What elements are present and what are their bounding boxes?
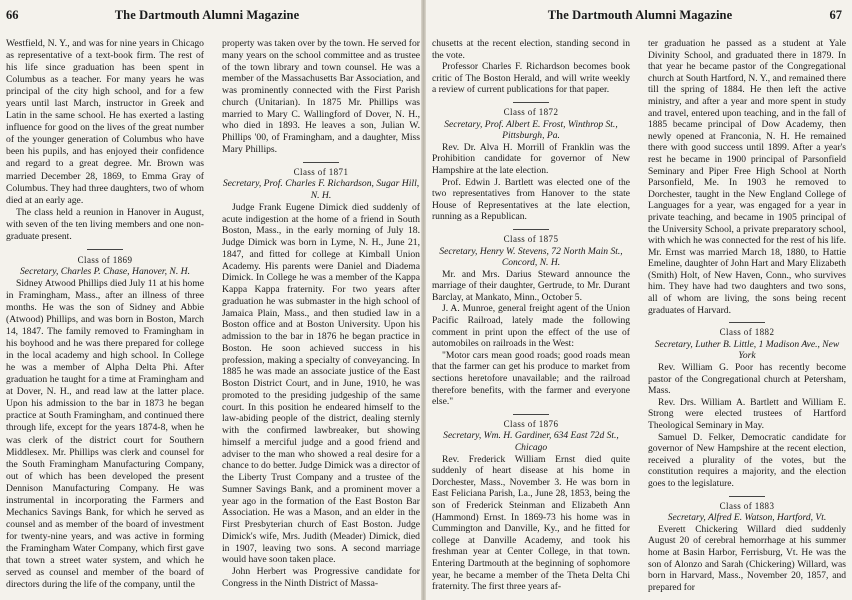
class-heading: Class of 1871 <box>222 162 420 179</box>
right-page <box>426 0 852 600</box>
paragraph: Rev. Drs. William A. Bartlett and William E. Strong were elected trustees of Hartford Theological Seminary in May. <box>648 396 846 431</box>
secretary-line: Secretary, Charles P. Chase, Hanover, N. H. <box>19 265 191 277</box>
paragraph: "Motor cars mean good roads; good roads mean that the farmer can get his produce to market from sections heretofore unavailable; and the railroad therefore benefits, with the farmer and everyone else." <box>432 349 630 408</box>
left-column-2 <box>222 38 420 590</box>
left-running-header <box>6 8 408 24</box>
paragraph: Sidney Atwood Phillips died July 11 at his home in Framingham, Mass., after an illness of three months. He was the son of Sidney and Abbie (Atwood) Phillips, and was born in Boston, March 14, 1847. The family removed to Framingham in his boyhood and he was there prepared for college in the local academy and high school. In College he was a member of Alpha Delta Phi. After graduation he taught for a time at Framingham and at Dover, N. H., and read law at the latter place. Upon his admission to the bar in 1873 he began practice at South Framingham, and continued there through life, except for the years 1874-8, when he was clerk of the district court for Southern Middlesex. Mr. Phillips was clerk and counsel for the South Framingham Manufacturing Company, out of which has been developed the present Dennison Manufacturing Company. He was instrumental in incorporating the Farmers and Mechanics Savings Bank, for which he served as counsel and as member of the board of investment for twenty-nine years, and was active in forming the Framingham Water Company, which first gave that town a street water system, and which he served as counsel and member of the board of directors during the life of the company, until the <box>6 277 204 591</box>
paragraph: Prof. Edwin J. Bartlett was elected one of the two representatives from Hanover to the state House of Representatives at the late election, running as a Republican. <box>432 176 630 223</box>
class-heading: Class of 1869 <box>6 249 204 266</box>
paragraph: John Herbert was Progressive candidate for Congress in the Ninth District of Massa- <box>222 566 420 589</box>
paragraph: chusetts at the recent election, standing second in the vote. <box>432 38 630 61</box>
paragraph: Samuel D. Felker, Democratic candidate for governor of New Hampshire at the recent election, received a plurality of the votes, but the constitution requires a majority, and the election goes to the legislature. <box>648 431 846 489</box>
left-magazine-title: The Dartmouth Alumni Magazine <box>114 8 300 22</box>
left-column-1 <box>6 38 204 591</box>
secretary-line: Secretary, Prof. Albert E. Frost, Winthrop St., Pittsburgh, Pa. <box>444 118 618 142</box>
secretary-line: Secretary, Luther B. Little, 1 Madison Ave., New York <box>654 338 840 362</box>
right-column-1 <box>432 38 630 593</box>
class-heading: Class of 1875 <box>432 229 630 246</box>
secretary-line: Secretary, Henry W. Stevens, 72 North Main St., Concord, N. H. <box>439 245 623 269</box>
paragraph: Rev. Frederick William Ernst died quite suddenly of heart disease at his home in Dorchester, Mass., November 3. He was born in East Feliciana Parish, La., June 28, 1853, being the son of Frederick Steinman and Elizabeth Ann (Hammond) Ernst. In 1869-73 his home was in Cummington and Danville, Ky., and he fitted for college at Danville Academy, and took his freshman year at Center College, in that town. Entering Dartmouth at the beginning of sophomore year, he became a member of the Theta Delta Chi fraternity. The first three years af- <box>432 453 630 593</box>
paragraph: Everett Chickering Willard died suddenly August 20 of cerebral hemorrhage at his summer home at Basin Harbor, Ferrisburg, Vt. He was the son of Alonzo and Sarah (Chickering) Willard, was born in Harvard, Mass., November 20, 1857, and prepared for <box>648 523 846 593</box>
paragraph: Judge Frank Eugene Dimick died suddenly of acute indigestion at the home of a friend in South Boston, Mass., in the early morning of July 18. Judge Dimick was born in Lyme, N. H., June 21, 1847, and fitted for college at Kimball Union Academy. His parents were Daniel and Diadema Dimick. In College he was a member of the Kappa Kappa Kappa fraternity. For two years after graduation he was submaster in the high school of Jamaica Plain, Mass., and then studied law in a Boston office and at Boston University. Upon his admission to the bar in 1876 he began practice in Boston. He soon achieved success in his profession, making a specialty of conveyancing. In 1885 he was made an associate justice of the East Boston District Court, and in June, 1910, he was promoted to the presiding judgeship of the same court. In this position he endeared himself to the law-abiding people of the district, dealing sternly with the confirmed lawbreaker, but showing himself a merciful judge and a good friend and adviser to the man who showed a real desire for a chance to do better. Judge Dimick was a director of the Liberty Trust Company and a trustee of the Sumner Savings Bank, and a prominent mover a year ago in the formation of the East Boston Bar Association. He was a Mason, and an elder in the First Presbyterian church of East Boston. Judge Dimick's wife, Mrs. Judith (Meader) Dimick, died in 1907, leaving two sons. A second marriage would have soon taken place. <box>222 201 420 566</box>
paragraph: The class held a reunion in Hanover in August, with seven of the ten living members and one non-graduate present. <box>6 206 204 242</box>
class-heading: Class of 1872 <box>432 102 630 119</box>
right-magazine-title: The Dartmouth Alumni Magazine <box>547 8 733 22</box>
class-heading: Class of 1883 <box>648 496 846 513</box>
paragraph: ter graduation he passed as a student at Yale Divinity School, and graduated there in 1879. In that year he became pastor of the Congregational church at South Hartford, N. Y., and remained there till the spring of 1884. He then left the active ministry, and after a year and more spent in study and travel, entered upon teaching, and in the fall of 1885 became principal of Dow Academy, then newly opened at Franconia, N. H. He remained there with good success until 1899. After a year's rest he became in 1900 principal of Parsonfield Seminary and Piper Free High School at North Parsonfield, Me. In 1903 he removed to Dorchester, taught in the New England College of Languages for a year, was engaged for a year in private teaching, and became in 1905 principal of the University School, a private preparatory school, with which he was connected for the rest of his life. Mr. Ernst was married March 18, 1880, to Hattie Emeline, daughter of John Hart and Mary Elizabeth (Smith) Holt, of New Haven, Conn., who survives him. They have had two daughters and two sons, all of whom are living, the sons being recent graduates of Harvard. <box>648 38 846 316</box>
right-page-number: 67 <box>829 8 842 22</box>
class-heading: Class of 1882 <box>648 322 846 339</box>
paragraph: property was taken over by the town. He served for many years on the school committee and as trustee of the town library and town counsel. He was a member of the Massachusetts Bar Association, and was prominently connected with the First Parish church (Unitarian). In 1875 Mr. Phillips was married to Mary C. Wallingford of Dover, N. H., who died in 1893. He leaves a son, Julian W. Phillips '00, of Framingham, and a daughter, Miss Mary Phillips. <box>222 38 420 155</box>
paragraph: J. A. Munroe, general freight agent of the Union Pacific Railroad, lately made the following comment in print upon the effect of the use of automobiles on railroads in the West: <box>432 303 630 350</box>
right-column-2 <box>648 38 846 593</box>
paragraph: Rev. Dr. Alva H. Morrill of Franklin was the Prohibition candidate for governor of New Hampshire at the late election. <box>432 141 630 176</box>
left-page-number: 66 <box>6 8 19 22</box>
secretary-line: Secretary, Wm. H. Gardiner, 634 East 72d St., Chicago <box>443 430 619 453</box>
paragraph: Rev. William G. Poor has recently become pastor of the Congregational church at Petersham, Mass. <box>648 362 846 397</box>
secretary-line: Secretary, Prof. Charles F. Richardson, Sugar Hill, N. H. <box>222 178 420 201</box>
right-running-header <box>438 8 842 24</box>
paragraph: Professor Charles F. Richardson becomes book critic of The Boston Herald, and will write weekly a review of current publications for that paper. <box>432 61 630 96</box>
class-heading: Class of 1876 <box>432 414 630 431</box>
secretary-line: Secretary, Alfred E. Watson, Hartford, Vt. <box>667 512 827 524</box>
left-page <box>0 0 422 600</box>
paragraph: Westfield, N. Y., and was for nine years in Chicago as representative of a text-book firm. The rest of his life since graduation has been spent in Columbus as a teacher. For many years he was principal of the city high school, and for a few years until last March, instructor in Greek and Latin in the same school. He has exerted a lasting influence for good on the lives of the great number of the younger generation of Columbus who have been his pupils, and has enjoyed their confidence and regard to a great degree. Mr. Brown was married December 28, 1869, to Emma Gray of Columbus. They had three daughters, two of whom died at an early age. <box>6 38 204 206</box>
paragraph: Mr. and Mrs. Darius Steward announce the marriage of their daughter, Gertrude, to Mr. Durant Barclay, at Mankato, Minn., October 5. <box>432 268 630 303</box>
